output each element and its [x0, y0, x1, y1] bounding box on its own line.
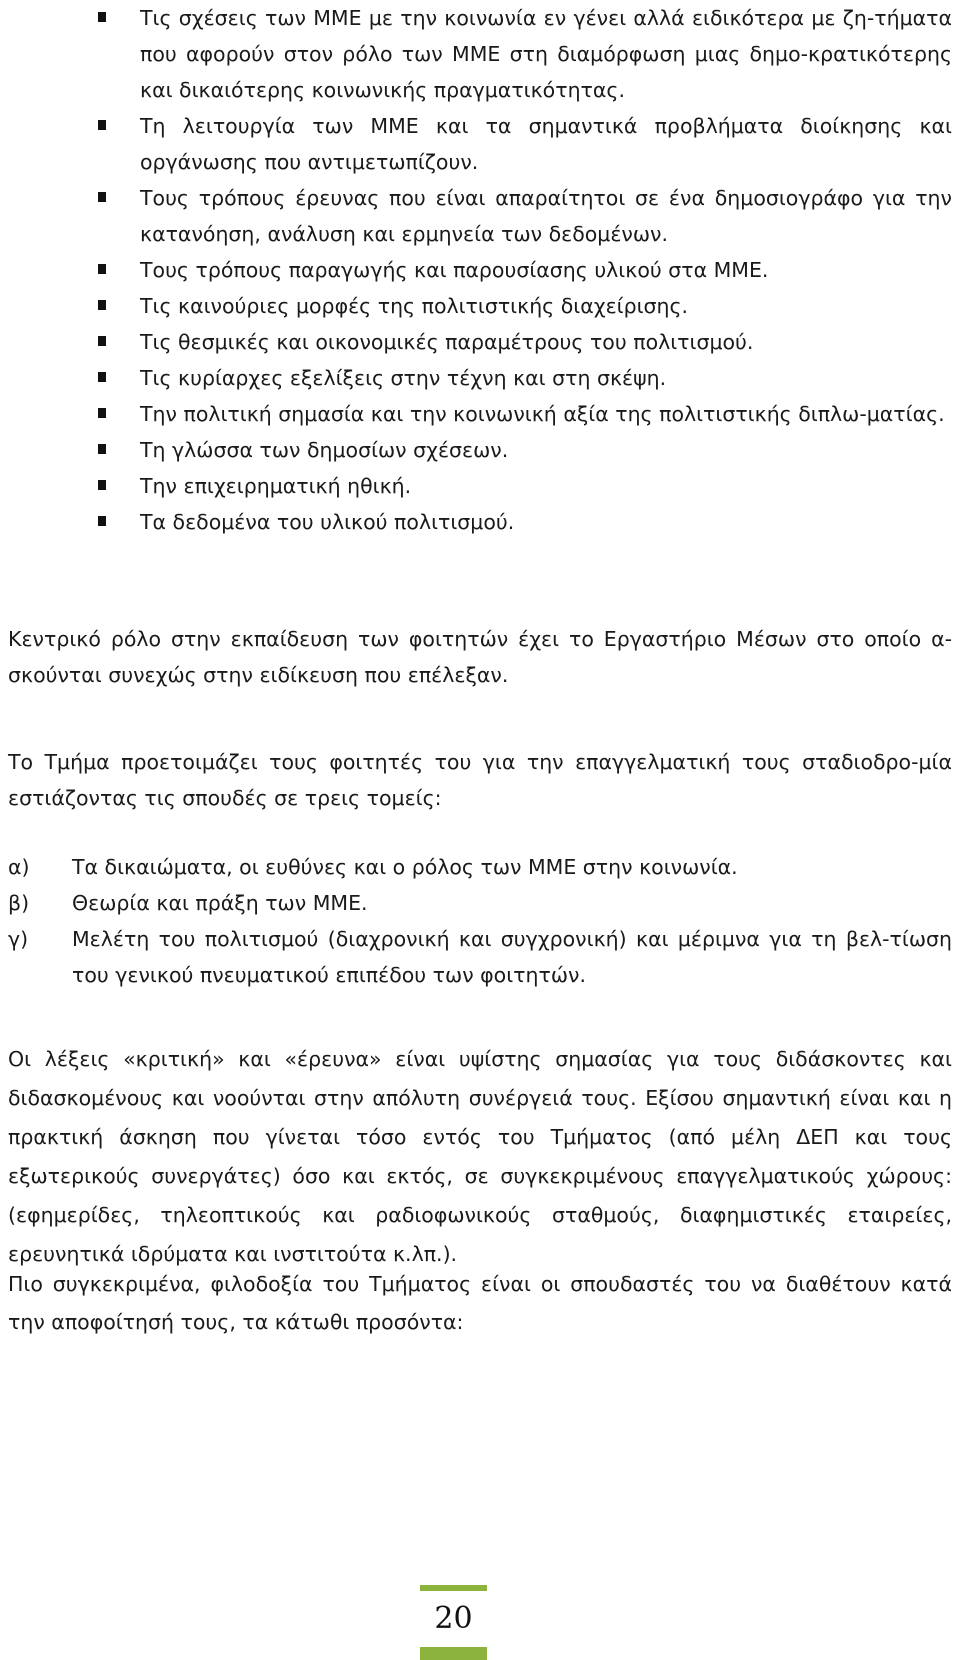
list-item-text: Τα δικαιώματα, οι ευθύνες και ο ρόλος των ΜΜΕ στην κοινωνία. [72, 855, 738, 879]
paragraph-lab: Κεντρικό ρόλο στην εκπαίδευση των φοιτητών έχει το Εργαστήριο Μέσων στο οποίο α-σκούνται συνεχώς στην ειδίκευση που επέλεξαν. [8, 627, 952, 687]
list-item [0, 849, 960, 885]
square-bullet-icon [98, 12, 106, 22]
square-bullet-icon [98, 300, 106, 310]
square-bullet-icon [98, 444, 106, 454]
list-item-label: γ) [8, 927, 29, 951]
square-bullet-icon [98, 264, 106, 274]
square-bullet-icon [98, 120, 106, 130]
list-item-text: Την πολιτική σημασία και την κοινωνική αξία της πολιτιστικής διπλω-ματίας. [140, 402, 945, 426]
list-item-text: Τη λειτουργία των ΜΜΕ και τα σημαντικά προβλήματα διοίκησης και οργάνωσης που αντιμετωπίζουν. [140, 114, 952, 174]
list-item [0, 468, 960, 504]
list-item [0, 921, 960, 993]
list-item-text: Τις καινούριες μορφές της πολιτιστικής διαχείρισης. [140, 294, 689, 318]
list-item [0, 504, 960, 540]
square-bullet-icon [98, 480, 106, 490]
page-number: 20 [434, 1601, 473, 1636]
list-item [0, 396, 960, 432]
paragraph-keywords: Οι λέξεις «κριτική» και «έρευνα» είναι υψίστης σημασίας για τους διδάσκοντες και διδασκομένους και νοούνται στην απόλυτη συνέργειά τους. Εξίσου σημαντική είναι και η πρακτική άσκηση που γίνεται τόσο εντός του Τμήματος (από μέλη ΔΕΠ και τους εξωτερικούς συνεργάτες) όσο και εκτός, σε συγκεκριμένους επαγγελματικούς χώρους: (εφημερίδες, τηλεοπτικούς και ραδιοφωνικούς σταθμούς, διαφημιστικές εταιρείες, ερευνητικά ιδρύματα και ινστιτούτα κ.λπ.). [8, 1047, 952, 1266]
list-item-label: α) [8, 855, 30, 879]
list-item-text: Τις θεσμικές και οικονομικές παραμέτρους του πολιτισμού. [140, 330, 754, 354]
square-bullet-icon [98, 408, 106, 418]
list-item [0, 288, 960, 324]
footer-accent-bar-top [420, 1585, 487, 1591]
list-item [0, 0, 960, 108]
list-item [0, 885, 960, 921]
list-item [0, 180, 960, 252]
bullet-list [0, 0, 960, 540]
footer-accent-bar-bottom [420, 1647, 487, 1660]
square-bullet-icon [98, 192, 106, 202]
list-item-text: Τις σχέσεις των ΜΜΕ με την κοινωνία εν γένει αλλά ειδικότερα με ζη-τήματα που αφορούν στον ρόλο των ΜΜΕ στη διαμόρφωση μιας δημο-κρατικότερης και δικαιότερης κοινωνικής πραγματικότητας. [140, 6, 952, 102]
list-item-text: Τους τρόπους παραγωγής και παρουσίασης υλικού στα ΜΜΕ. [140, 258, 769, 282]
list-item-text: Τις κυρίαρχες εξελίξεις στην τέχνη και στη σκέψη. [140, 366, 667, 390]
list-item-text: Τους τρόπους έρευνας που είναι απαραίτητοι σε ένα δημοσιογράφο για την κατανόηση, ανάλυση και ερμηνεία των δεδομένων. [140, 186, 952, 246]
list-item [0, 108, 960, 180]
list-item [0, 432, 960, 468]
list-item-text: Τα δεδομένα του υλικού πολιτισμού. [140, 510, 515, 534]
list-item-text: Μελέτη του πολιτισμού (διαχρονική και συγχρονική) και μέριμνα για τη βελ-τίωση του γενικού πνευματικού επιπέδου των φοιτητών. [72, 927, 952, 987]
square-bullet-icon [98, 372, 106, 382]
list-item-text: Τη γλώσσα των δημοσίων σχέσεων. [140, 438, 509, 462]
paragraph-sectors: Το Τμήμα προετοιμάζει τους φοιτητές του για την επαγγελματική τους σταδιοδρο-μία εστιάζοντας τις σπουδές σε τρεις τομείς: [8, 750, 952, 810]
sector-list [0, 849, 960, 993]
list-item-text: Θεωρία και πράξη των ΜΜΕ. [72, 891, 368, 915]
square-bullet-icon [98, 516, 106, 526]
list-item-text: Την επιχειρηματική ηθική. [140, 474, 412, 498]
list-item [0, 324, 960, 360]
square-bullet-icon [98, 336, 106, 346]
list-item [0, 252, 960, 288]
list-item [0, 360, 960, 396]
paragraph-philosophy: Πιο συγκεκριμένα, φιλοδοξία του Τμήματος είναι οι σπουδαστές του να διαθέτουν κατά την αποφοίτησή τους, τα κάτωθι προσόντα: [8, 1272, 952, 1334]
list-item-label: β) [8, 891, 30, 915]
